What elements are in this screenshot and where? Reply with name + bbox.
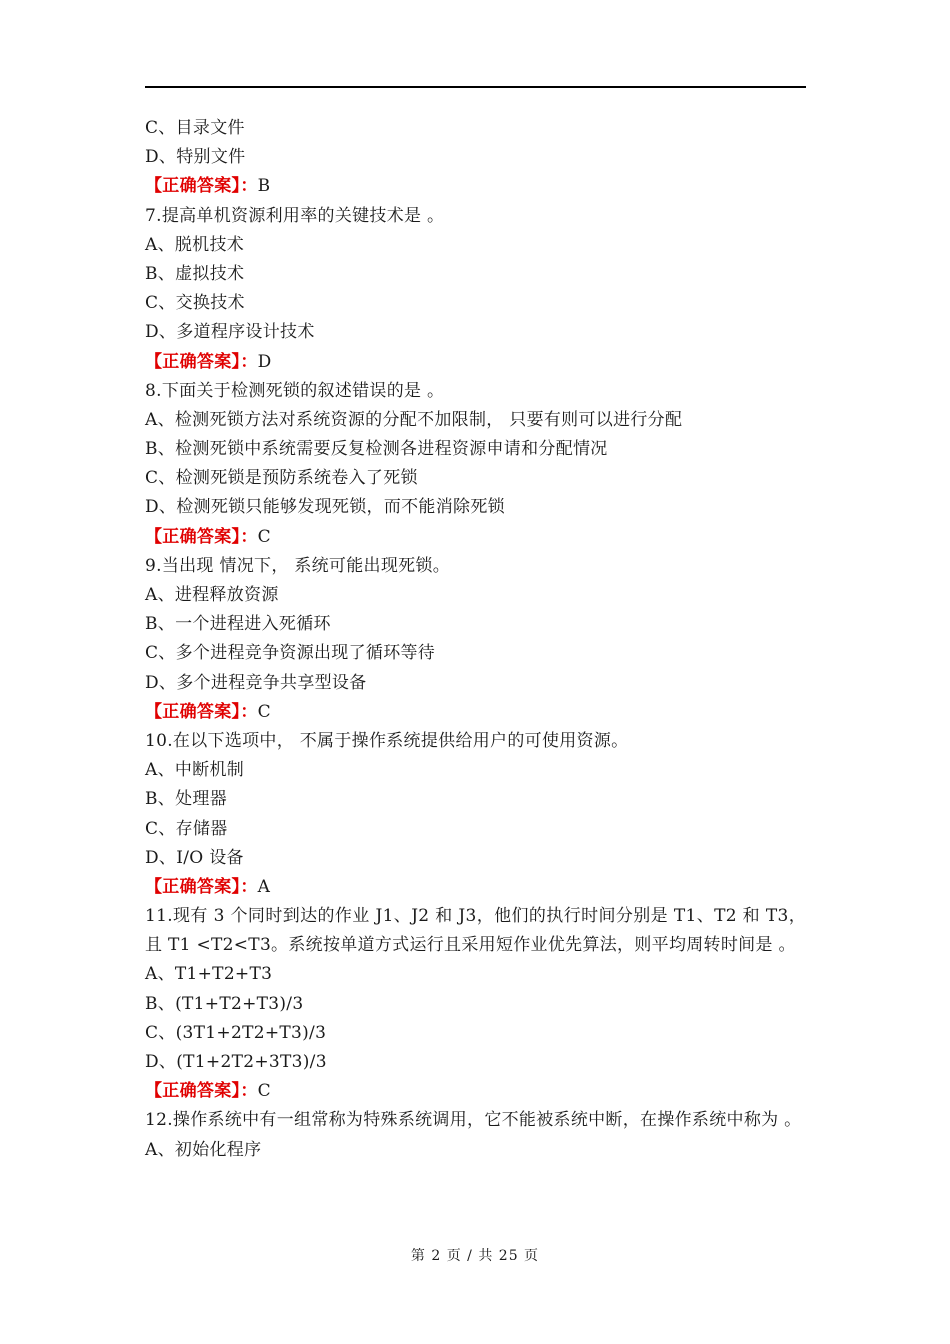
question-text: 8.下面关于检测死锁的叙述错误的是 。 bbox=[145, 380, 445, 401]
answer-value: B bbox=[257, 176, 271, 197]
option-text: B、虚拟技术 bbox=[145, 263, 245, 284]
option-text: A、T1+T2+T3 bbox=[145, 964, 273, 985]
option-text: C、检测死锁是预防系统卷入了死锁 bbox=[145, 468, 418, 489]
option-text: C、(3T1+2T2+T3)/3 bbox=[145, 1022, 327, 1043]
question-text: 11.现有 3 个同时到达的作业 J1、J2 和 J3，他们的执行时间分别是 T1、T2 和 T3，且 T1 <T2<T3。系统按单道方式运行且采用短作业优先算法，则平均周转时间是 。 bbox=[145, 906, 806, 956]
option-text: C、目录文件 bbox=[145, 118, 245, 138]
option-text: A、初始化程序 bbox=[145, 1139, 262, 1160]
option-text: D、I/O 设备 bbox=[145, 847, 244, 868]
option-text: B、检测死锁中系统需要反复检测各进程资源申请和分配情况 bbox=[145, 439, 608, 460]
answer-colon: ： bbox=[240, 701, 258, 722]
answer-label: 【正确答案】 bbox=[145, 701, 241, 722]
answer-colon: ： bbox=[240, 176, 258, 197]
answer-line bbox=[145, 348, 806, 377]
page-footer: 第 2 页 / 共 25 页 bbox=[410, 1248, 540, 1264]
answer-value: A bbox=[257, 876, 271, 897]
answer-line bbox=[145, 523, 806, 552]
question-text: 12.操作系统中有一组常称为特殊系统调用，它不能被系统中断，在操作系统中称为 。 bbox=[145, 1110, 802, 1131]
answer-colon: ： bbox=[240, 1081, 258, 1102]
answer-line bbox=[145, 873, 806, 902]
question-text: 7.提高单机资源利用率的关键技术是 。 bbox=[145, 205, 445, 226]
answer-line bbox=[145, 698, 806, 727]
option-text: D、多个进程竞争共享型设备 bbox=[145, 672, 367, 693]
answer-value: C bbox=[257, 526, 271, 547]
option-text: D、特别文件 bbox=[145, 147, 246, 168]
option-text: A、中断机制 bbox=[145, 760, 245, 781]
answer-colon: ： bbox=[240, 351, 258, 372]
answer-label: 【正确答案】 bbox=[145, 351, 241, 372]
answer-label: 【正确答案】 bbox=[145, 176, 241, 197]
option-text: C、多个进程竞争资源出现了循环等待 bbox=[145, 643, 436, 664]
option-text: C、交换技术 bbox=[145, 293, 245, 314]
answer-colon: ： bbox=[240, 876, 258, 897]
answer-value: D bbox=[257, 351, 272, 372]
option-text: A、进程释放资源 bbox=[145, 585, 279, 605]
answer-line bbox=[145, 1077, 806, 1106]
option-text: A、检测死锁方法对系统资源的分配不加限制， 只要有则可以进行分配 bbox=[145, 409, 683, 430]
header-rule bbox=[145, 86, 806, 88]
option-text: C、存储器 bbox=[145, 818, 228, 839]
option-text: A、脱机技术 bbox=[145, 234, 245, 255]
page-content bbox=[145, 114, 806, 1165]
answer-line bbox=[145, 172, 806, 201]
answer-label: 【正确答案】 bbox=[145, 876, 241, 897]
question-text: 10.在以下选项中， 不属于操作系统提供给用户的可使用资源。 bbox=[145, 730, 629, 751]
question-text: 9.当出现 情况下， 系统可能出现死锁。 bbox=[145, 555, 451, 576]
option-text: D、检测死锁只能够发现死锁，而不能消除死锁 bbox=[145, 497, 505, 518]
answer-colon: ： bbox=[240, 526, 258, 547]
option-text: B、一个进程进入死循环 bbox=[145, 614, 331, 635]
option-text: D、(T1+2T2+3T3)/3 bbox=[145, 1052, 327, 1073]
answer-label: 【正确答案】 bbox=[145, 526, 241, 547]
option-text: B、(T1+T2+T3)/3 bbox=[145, 993, 304, 1014]
answer-label: 【正确答案】 bbox=[145, 1081, 241, 1102]
option-text: B、处理器 bbox=[145, 789, 227, 810]
answer-value: C bbox=[257, 701, 271, 722]
option-text: D、多道程序设计技术 bbox=[145, 322, 315, 343]
answer-value: C bbox=[257, 1081, 271, 1102]
